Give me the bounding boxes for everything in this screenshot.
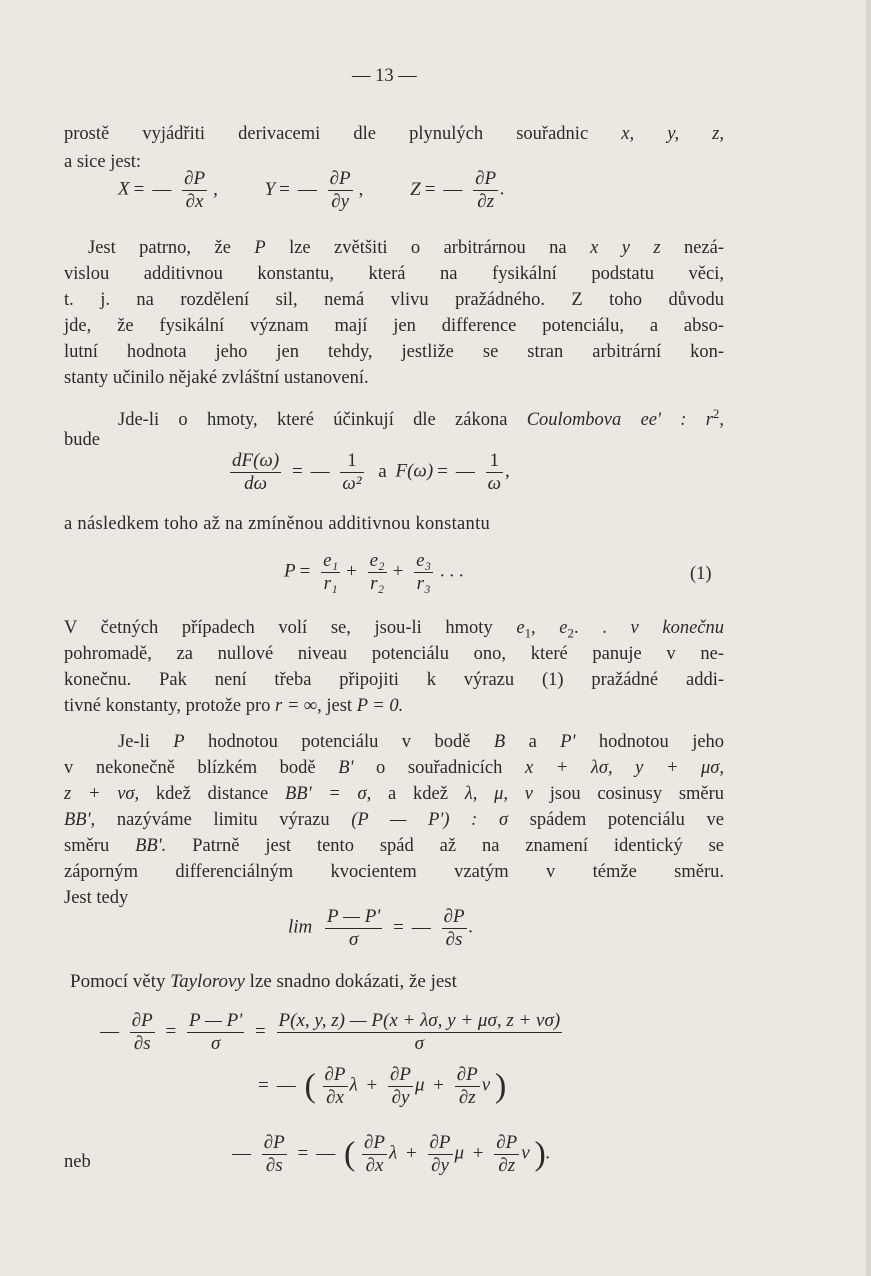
equation-taylor-2: = — ( $\frac{\partial P}{\partial x}$ λ + $\frac{\partial P}{\partial y}$ μ + $\frac{\partial P}{\partial z}$ ν ): [258, 1064, 507, 1108]
text-line-17: v nekonečně blízkém bodě B' o souřadnicích x + λσ, y + μσ,: [64, 758, 725, 778]
text-line-19: BB', nazýváme limitu výrazu (P — P') : σ spádem potenciálu ve: [64, 810, 725, 830]
equation-gradient: — $\frac{\partial P}{\partial s}$ = — ( $\frac{\partial P}{\partial x}$ λ + $\frac{\partial P}{\partial y}$ μ + $\frac{\partial P}{\partial z}$ ν ).: [232, 1132, 551, 1176]
equation-number: (1): [690, 564, 712, 584]
text-line-16: Je-li P hodnotou potenciálu v bodě B a P' hodnotou jeho: [118, 732, 725, 752]
text-line-10: bude: [64, 430, 100, 450]
text-line-15: tivné konstanty, protože pro r = ∞, jest P = 0.: [64, 696, 404, 716]
text-line-2: a sice jest:: [64, 152, 142, 172]
text-line-5: t. j. na rozdělení sil, nemá vlivu pražádného. Z toho důvodu: [64, 290, 724, 310]
text-line-13: pohromadě, za nullové niveau potenciálu ono, které panuje v ne-: [64, 644, 724, 664]
text-line-9: Jde-li o hmoty, které účinkují dle zákona Coulombova ee' : $r^2$,: [118, 406, 724, 431]
text-line-20: směru BB'. Patrně jest tento spád až na znamení identický se: [64, 836, 725, 856]
text-line-21: záporným differenciálným kvocientem vzatým v témže směru.: [64, 862, 724, 882]
equation-xyz: X = — $\frac{\partial P}{\partial x}$ , Y = — $\frac{\partial P}{\partial y}$ , Z = — $\frac{\partial P}{\partial z}$ .: [118, 168, 505, 212]
text-line-11: a následkem toho až na zmíněnou additivnou konstantu: [64, 514, 491, 534]
text-line-24: neb: [64, 1152, 91, 1172]
text-line-8: stanty učinilo nějaké zvláštní ustanovení.: [64, 368, 369, 388]
text-line-18: z + νσ, kdež distance BB' = σ, a kdež λ, μ, ν jsou cosinusy směru: [64, 784, 725, 804]
equation-limit: lim $\frac{P — P'}{\sigma}$ = — $\frac{\partial P}{\partial s}$ .: [288, 906, 474, 950]
equation-dF: $\frac{dF(\omega)}{d\omega}$ = — $\frac{1}{\text{ω²}}$ a F(ω) = — $\frac{1}{\omega}$ ,: [232, 450, 510, 494]
text-line-7: lutní hodnota jeho jen tehdy, jestliže se stran arbitrární kon-: [64, 342, 724, 362]
equation-taylor-1: — $\frac{\partial P}{\partial s}$ = $\frac{P — P'}{\sigma}$ = $\frac{P(x, y, z) — P(x + \lambda\sigma, y + \mu\sigma, z + \nu\sigma)}{\sigma}$: [100, 1010, 561, 1054]
text-line-3: Jest patrno, že P lze zvětšiti o arbitrárnou na x y z nezá-: [88, 238, 724, 258]
text-line-12: V četných případech volí se, jsou-li hmoty $e_1$, $e_2$. . v konečnu: [64, 618, 724, 641]
text-line-6: jde, že fysikální význam mají jen difference potenciálu, a abso-: [64, 316, 724, 336]
text-line-4: vislou additivnou konstantu, která na fysikální podstatu věci,: [64, 264, 724, 284]
text-line-1: prostě vyjádřiti derivacemi dle plynulých souřadnic x, y, z,: [64, 124, 725, 144]
page-number: — 13 —: [352, 66, 417, 86]
page-edge: [866, 0, 871, 1276]
text-line-23: Pomocí věty Taylorovy lze snadno dokázati, že jest: [70, 971, 457, 992]
text-line-22: Jest tedy: [64, 888, 129, 908]
text-line-14: konečnu. Pak není třeba připojiti k výrazu (1) pražádné addi-: [64, 670, 724, 690]
equation-potential: P = $\frac{\text{e₁}}{\text{r₁}}$ + $\frac{\text{e₂}}{\text{r₂}}$ + $\frac{\text{e₃}}{\text{r₃}}$ . . .: [284, 550, 464, 594]
